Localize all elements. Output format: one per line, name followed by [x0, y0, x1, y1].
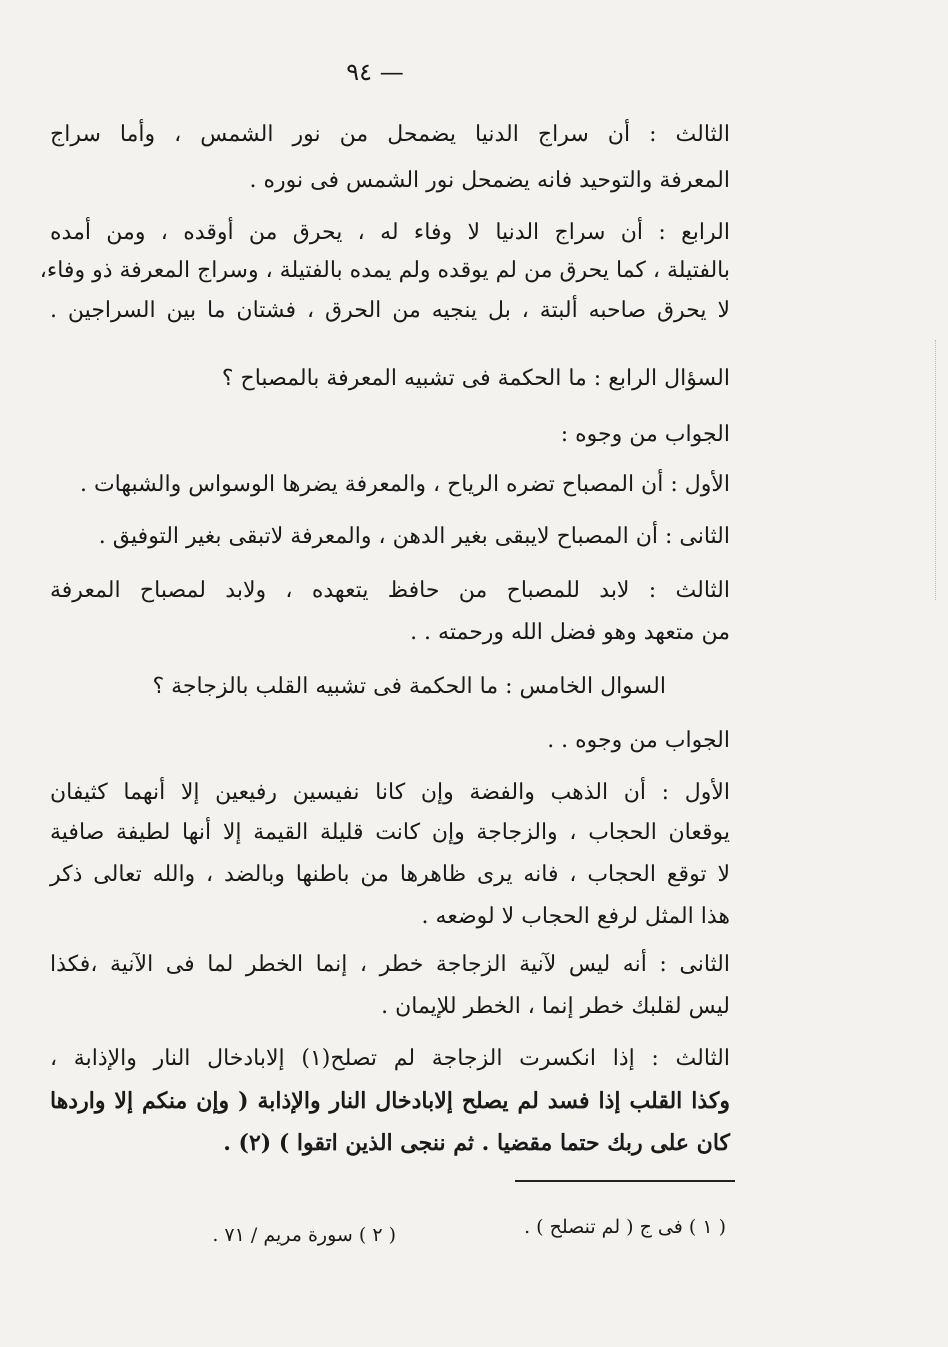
text-line: الرابع : أن سراج الدنيا لا وفاء له ، يحرق من أوقده ، ومن أمده: [50, 220, 730, 245]
text-line: يوقعان الحجاب ، والزجاجة وإن كانت قليلة القيمة إلا أنها لطيفة صافية: [50, 820, 730, 845]
footnote-1: ( ١ ) فى ج ( لم تنصلح ) .: [524, 1216, 726, 1238]
text-line: من متعهد وهو فضل الله ورحمته . .: [410, 620, 730, 645]
text-line: لا توقع الحجاب ، فانه يرى ظاهرها من باطنها وبالضد ، والله تعالى ذكر: [50, 862, 730, 887]
text-line: الثانى : أنه ليس لآنية الزجاجة خطر ، إنما الخطر لما فى الآنية ،فكذا: [50, 952, 730, 977]
text-line: الثانى : أن المصباح لايبقى بغير الدهن ، والمعرفة لاتبقى بغير التوفيق .: [98, 524, 730, 549]
footnote-2: ( ٢ ) سورة مريم / ٧١ .: [212, 1224, 396, 1246]
text-line: ليس لقلبك خطر إنما ، الخطر للإيمان .: [381, 994, 730, 1019]
text-line: الجواب من وجوه :: [560, 422, 730, 447]
section-heading: السوال الخامس : ما الحكمة فى تشبيه القلب بالزجاجة ؟: [152, 674, 666, 699]
text-line: الأول : أن المصباح تضره الرياح ، والمعرفة يضرها الوسواس والشبهات .: [79, 472, 730, 497]
text-line: الأول : أن الذهب والفضة وإن كانا نفيسين رفيعين إلا أنهما كثيفان: [50, 780, 730, 805]
text-line: بالفتيلة ، كما يحرق من لم يوقده ولم يمده بالفتيلة ، وسراج المعرفة ذو وفاء،: [39, 258, 730, 283]
margin-mark: [935, 340, 937, 600]
text-line: وكذا القلب إذا فسد لم يصلح إلابادخال النار والإذابة ( وإن منكم إلا واردها: [50, 1088, 730, 1114]
text-line: هذا المثل لرفع الحجاب لا لوضعه .: [421, 904, 730, 929]
text-line: الثالث : لابد للمصباح من حافظ يتعهده ، ولابد لمصباح المعرفة: [50, 578, 730, 603]
footnote-separator: [515, 1180, 735, 1182]
page-number: — ٩٤: [346, 58, 404, 86]
text-line: الجواب من وجوه . .: [547, 728, 730, 753]
text-line: الثالث : أن سراج الدنيا يضمحل من نور الشمس ، وأما سراج: [50, 122, 730, 147]
text-line: لا يحرق صاحبه ألبتة ، بل ينجيه من الحرق ، فشتان ما بين السراجين .: [50, 298, 730, 323]
section-heading: السؤال الرابع : ما الحكمة فى تشبيه المعرفة بالمصباح ؟: [221, 366, 730, 391]
text-line: المعرفة والتوحيد فانه يضمحل نور الشمس فى نوره .: [249, 168, 730, 193]
text-line: الثالث : إذا انكسرت الزجاجة لم تصلح(١) إلابادخال النار والإذابة ،: [50, 1046, 730, 1071]
text-line: كان على ربك حتما مقضيا . ثم ننجى الذين اتقوا ) (٢) .: [223, 1130, 730, 1156]
